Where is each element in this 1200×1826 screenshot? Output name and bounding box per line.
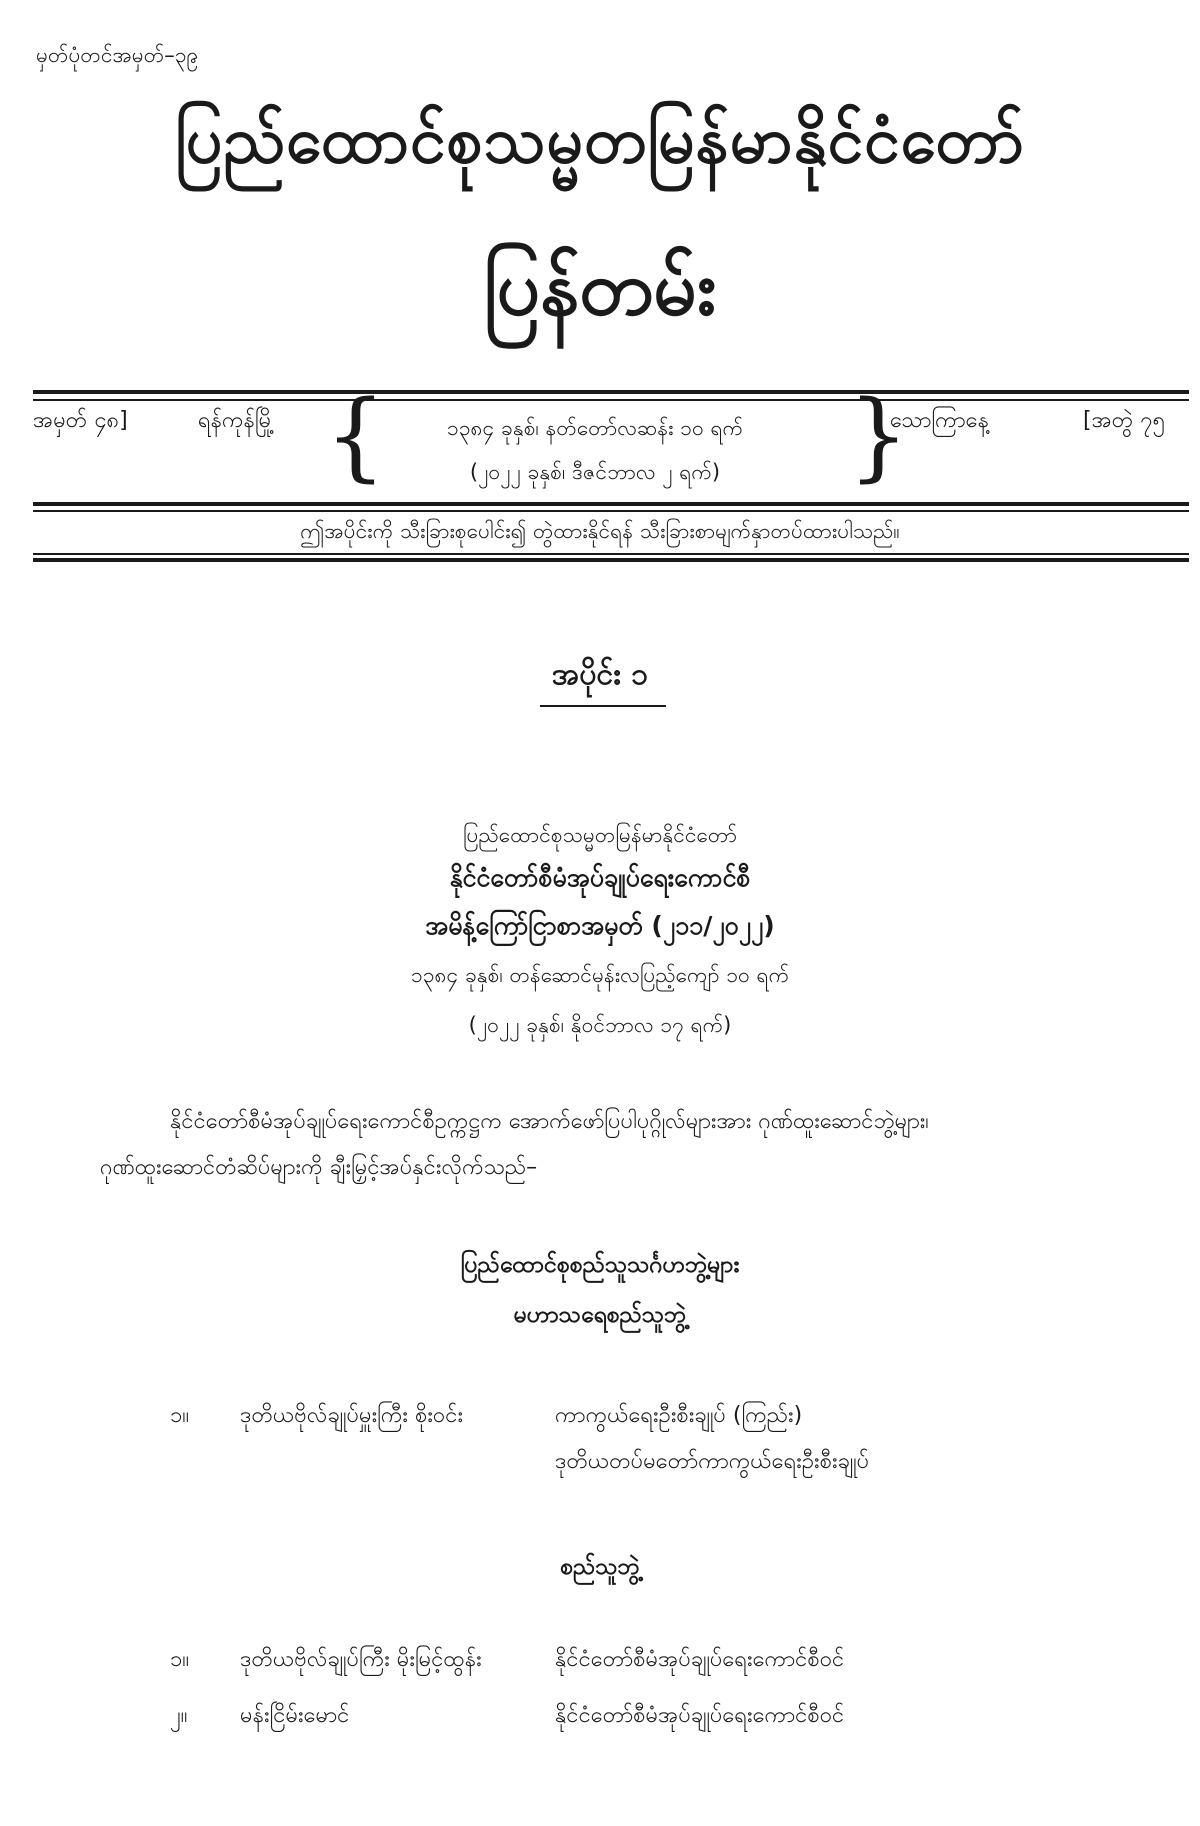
date-line-2: (၂၀၂၂ ခုနှစ်၊ ဒီဇင်ဘာလ ၂ ရက်) — [469, 460, 721, 484]
issue-weekday: သောကြာနေ့ — [890, 408, 989, 433]
gazette-title: ပြည်ထောင်စုသမ္မတမြန်မာနိုင်ငံတော် — [174, 104, 1026, 178]
list-item-title: နိုင်ငံတော်စီမံအုပ်ချုပ်ရေးကောင်စီဝင် — [555, 1647, 845, 1672]
bottom-rule-thin — [33, 553, 1189, 555]
section-heading-honorary-titles: ပြည်ထောင်စုစည်သူသင်္ဂဟဘွဲ့များ — [460, 1252, 740, 1278]
order-date-gregorian: (၂၀၂၂ ခုနှစ်၊ နိုဝင်ဘာလ ၁၇ ရက်) — [468, 1013, 732, 1037]
list-item-title: ဒုတိယတပ်မတော်ကာကွယ်ရေးဦးစီးချုပ် — [555, 1449, 870, 1474]
left-brace: { — [325, 380, 387, 492]
mid-rule-thick — [33, 502, 1189, 506]
order-number: အမိန့်ကြော်ငြာစာအမှတ် (၂၁၁/၂၀၂၂) — [425, 911, 775, 940]
mid-rule-thin — [33, 510, 1189, 512]
order-date-myanmar: ၁၃၈၄ ခုနှစ်၊ တန်ဆောင်မုန်းလပြည့်ကျော် ၁၀ ရက် — [410, 963, 790, 987]
registration-number: မှတ်ပုံတင်အမှတ်–၃၉ — [36, 43, 199, 67]
list-item-title: ကာကွယ်ရေးဦးစီးချုပ် (ကြည်း) — [555, 1403, 803, 1428]
list-item-name: မန်းငြိမ်းမောင် — [240, 1703, 350, 1728]
issue-city: ရန်ကုန်မြို့ — [198, 408, 275, 433]
top-rule-thin — [33, 399, 1189, 401]
gazette-subtitle: ပြန်တမ်း — [483, 243, 717, 332]
bottom-rule-thick — [33, 558, 1189, 562]
right-brace: } — [848, 380, 910, 492]
issue-volume: [အတွဲ ၇၅ — [1083, 408, 1165, 433]
top-rule-thick — [33, 390, 1189, 394]
list-item-title: နိုင်ငံတော်စီမံအုပ်ချုပ်ရေးကောင်စီဝင် — [555, 1703, 845, 1728]
list-item-name: ဒုတိယဗိုလ်ချုပ်မှူးကြီး စိုးဝင်း — [240, 1403, 464, 1428]
paragraph-line-2: ဂုဏ်ထူးဆောင်တံဆိပ်များကို ချီးမြှင့်အပ်နှင်းလိုက်သည်– — [100, 1155, 538, 1180]
list-item-number: ၁။ — [170, 1647, 190, 1672]
date-line-1: ၁၃၈၄ ခုနှစ်၊ နတ်တော်လဆန်း ၁၀ ရက် — [446, 416, 744, 440]
order-council: နိုင်ငံတော်စီမံအုပ်ချုပ်ရေးကောင်စီ — [449, 863, 751, 892]
part-label: အပိုင်း ၁ — [551, 657, 649, 692]
part-underline — [540, 705, 666, 707]
section-heading-thray-sithu: စည်သူဘွဲ့ — [560, 1554, 640, 1580]
order-country: ပြည်ထောင်စုသမ္မတမြန်မာနိုင်ငံတော် — [462, 823, 737, 847]
section-heading-maha-thray-sithu: မဟာသရေစည်သူဘွဲ့ — [513, 1302, 687, 1328]
list-item-number: ၁။ — [170, 1403, 190, 1428]
list-item-name: ဒုတိယဗိုလ်ချုပ်ကြီး မိုးမြင့်ထွန်း — [240, 1647, 482, 1672]
paragraph-line-1: နိုင်ငံတော်စီမံအုပ်ချုပ်ရေးကောင်စီဥက္ကဋ္ဌက အောက်ဖော်ပြပါပုဂ္ဂိုလ်များအား ဂုဏ်ထူးဆောင်ဘွဲ့များ၊ — [170, 1109, 929, 1134]
issue-number: အမှတ် ၄၈] — [33, 408, 128, 433]
list-item-number: ၂။ — [170, 1703, 188, 1728]
separate-pages-notice: ဤအပိုင်းကို သီးခြားစုပေါင်း၍ တွဲထားနိုင်ရန် သီးခြားစာမျက်နှာတပ်ထားပါသည်။ — [300, 519, 900, 543]
